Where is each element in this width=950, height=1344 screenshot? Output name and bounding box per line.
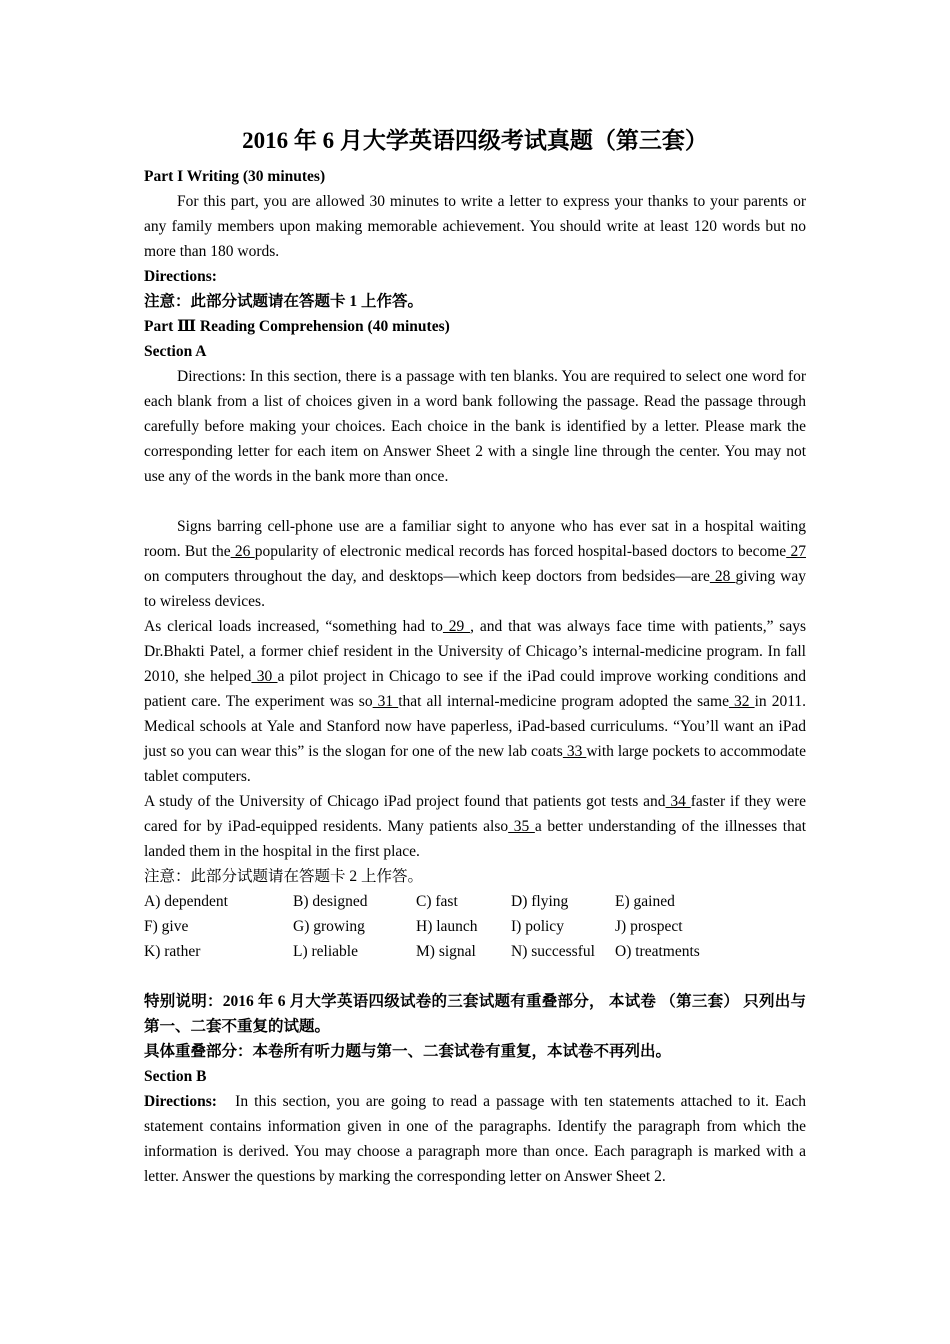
spacer bbox=[144, 964, 806, 989]
section-a-heading: Section A bbox=[144, 343, 207, 360]
passage-text: that all internal-medicine program adopted the same bbox=[398, 693, 729, 710]
passage-text: As clerical loads increased, “something had to bbox=[144, 618, 443, 635]
word-bank-item: F) give bbox=[144, 918, 189, 935]
passage-text: giving way to wireless devices. bbox=[144, 568, 807, 610]
section-a-note: 注意：此部分试题请在答题卡 2 上作答。 bbox=[144, 868, 424, 885]
section-a-directions: Directions: In this section, there is a passage with ten blanks. You are required to select one word for each blank from a list of choices given in a word bank following the passage. Read the passage through carefully before making your choices. Each choice in the bank is identified by a letter. Please mark the corresponding letter for each item on Answer Sheet 2 with a single line through the center. You may not use any of the words in the bank more than once. bbox=[144, 368, 806, 485]
passage-text: on computers throughout the day, and desktops—which keep doctors from bedsides—are bbox=[144, 568, 710, 585]
passage-paragraph-1 bbox=[144, 514, 806, 614]
passage-text: faster if they were cared for by iPad-equipped residents. Many patients also bbox=[144, 793, 806, 835]
word-bank-item: H) launch bbox=[416, 918, 478, 935]
part1-body: For this part, you are allowed 30 minutes to write a letter to express your thanks to your parents or any family members upon making memorable achievement. You should write at least 120 words but no more than 180 words. bbox=[144, 193, 806, 260]
passage-text: a pilot project in Chicago to see if the iPad could improve working conditions and patient care. The experiment was so bbox=[144, 668, 806, 710]
passage-text: A study of the University of Chicago iPad project found that patients got tests and bbox=[144, 793, 666, 810]
word-bank-item: K) rather bbox=[144, 943, 201, 960]
blank-29: 29 bbox=[442, 618, 471, 635]
blank-31: 31 bbox=[372, 693, 399, 710]
word-bank-item: J) prospect bbox=[615, 918, 683, 935]
part1-directions-label: Directions: bbox=[144, 268, 217, 285]
word-bank-item: I) policy bbox=[511, 918, 564, 935]
blank-35: 35 bbox=[508, 818, 535, 835]
word-bank-item: L) reliable bbox=[293, 943, 358, 960]
overlap-note: 具体重叠部分：本卷所有听力题与第一、二套试卷有重复，本试卷不再列出。 bbox=[144, 1043, 672, 1060]
passage-paragraph-2 bbox=[144, 614, 806, 789]
word-bank-item: N) successful bbox=[511, 943, 595, 960]
part3-heading: Part Ⅲ Reading Comprehension (40 minutes) bbox=[144, 318, 450, 335]
word-bank-item: M) signal bbox=[416, 943, 476, 960]
blank-27: 27 bbox=[786, 543, 806, 560]
section-b-heading: Section B bbox=[144, 1068, 207, 1085]
blank-28: 28 bbox=[709, 568, 736, 585]
passage-text: with large pockets to accommodate tablet computers. bbox=[144, 743, 806, 785]
blank-30: 30 bbox=[251, 668, 278, 685]
blank-33: 33 bbox=[562, 743, 587, 760]
passage-text: , and that was always face time with patients,” says Dr.Bhakti Patel, a former chief resident in the University of Chicago’s internal-medicine program. In fall 2010, she helped bbox=[144, 618, 806, 685]
spacer bbox=[144, 489, 806, 514]
word-bank-item: A) dependent bbox=[144, 893, 228, 910]
part1-note: 注意：此部分试题请在答题卡 1 上作答。 bbox=[144, 293, 424, 310]
page-title: 2016 年 6 月大学英语四级考试真题（第三套） bbox=[242, 128, 708, 153]
part1-heading: Part I Writing (30 minutes) bbox=[144, 168, 326, 185]
passage-text: a better understanding of the illnesses that landed them in the hospital in the first place. bbox=[144, 818, 807, 860]
word-bank-item: B) designed bbox=[293, 893, 368, 910]
section-b-directions-text: In this section, you are going to read a passage with ten statements attached to it. Each statement contains information given in one of the paragraphs. Identify the paragraph from which the information is derived. You may choose a paragraph more than once. Each paragraph is marked with a letter. Answer the questions by marking the corresponding letter on Answer Sheet 2. bbox=[144, 1093, 806, 1185]
blank-34: 34 bbox=[665, 793, 691, 810]
document-page bbox=[144, 118, 806, 1189]
blank-26: 26 bbox=[230, 543, 255, 560]
word-bank-item: O) treatments bbox=[615, 943, 700, 960]
passage-text: Signs barring cell-phone use are a familiar sight to anyone who has ever sat in a hospital waiting room. But the bbox=[144, 518, 806, 560]
special-note: 特别说明：2016 年 6 月大学英语四级试卷的三套试题有重叠部分， 本试卷 （第三套） 只列出与第一、二套不重复的试题。 bbox=[144, 993, 806, 1035]
word-bank-item: C) fast bbox=[416, 893, 458, 910]
passage-paragraph-3 bbox=[144, 789, 806, 864]
passage-text: popularity of electronic medical records has forced hospital-based doctors to become bbox=[254, 543, 787, 560]
word-bank-item: D) flying bbox=[511, 893, 569, 910]
word-bank bbox=[144, 889, 806, 964]
blank-32: 32 bbox=[728, 693, 755, 710]
word-bank-item: G) growing bbox=[293, 918, 365, 935]
section-b-directions bbox=[144, 1089, 806, 1189]
passage-text: in 2011. Medical schools at Yale and Stanford now have paperless, iPad-based curriculums. “You’ll want an iPad just so you can wear this” is the slogan for one of the new lab coats bbox=[144, 693, 807, 760]
word-bank-item: E) gained bbox=[615, 893, 675, 910]
section-b-directions-label: Directions: bbox=[144, 1093, 217, 1110]
